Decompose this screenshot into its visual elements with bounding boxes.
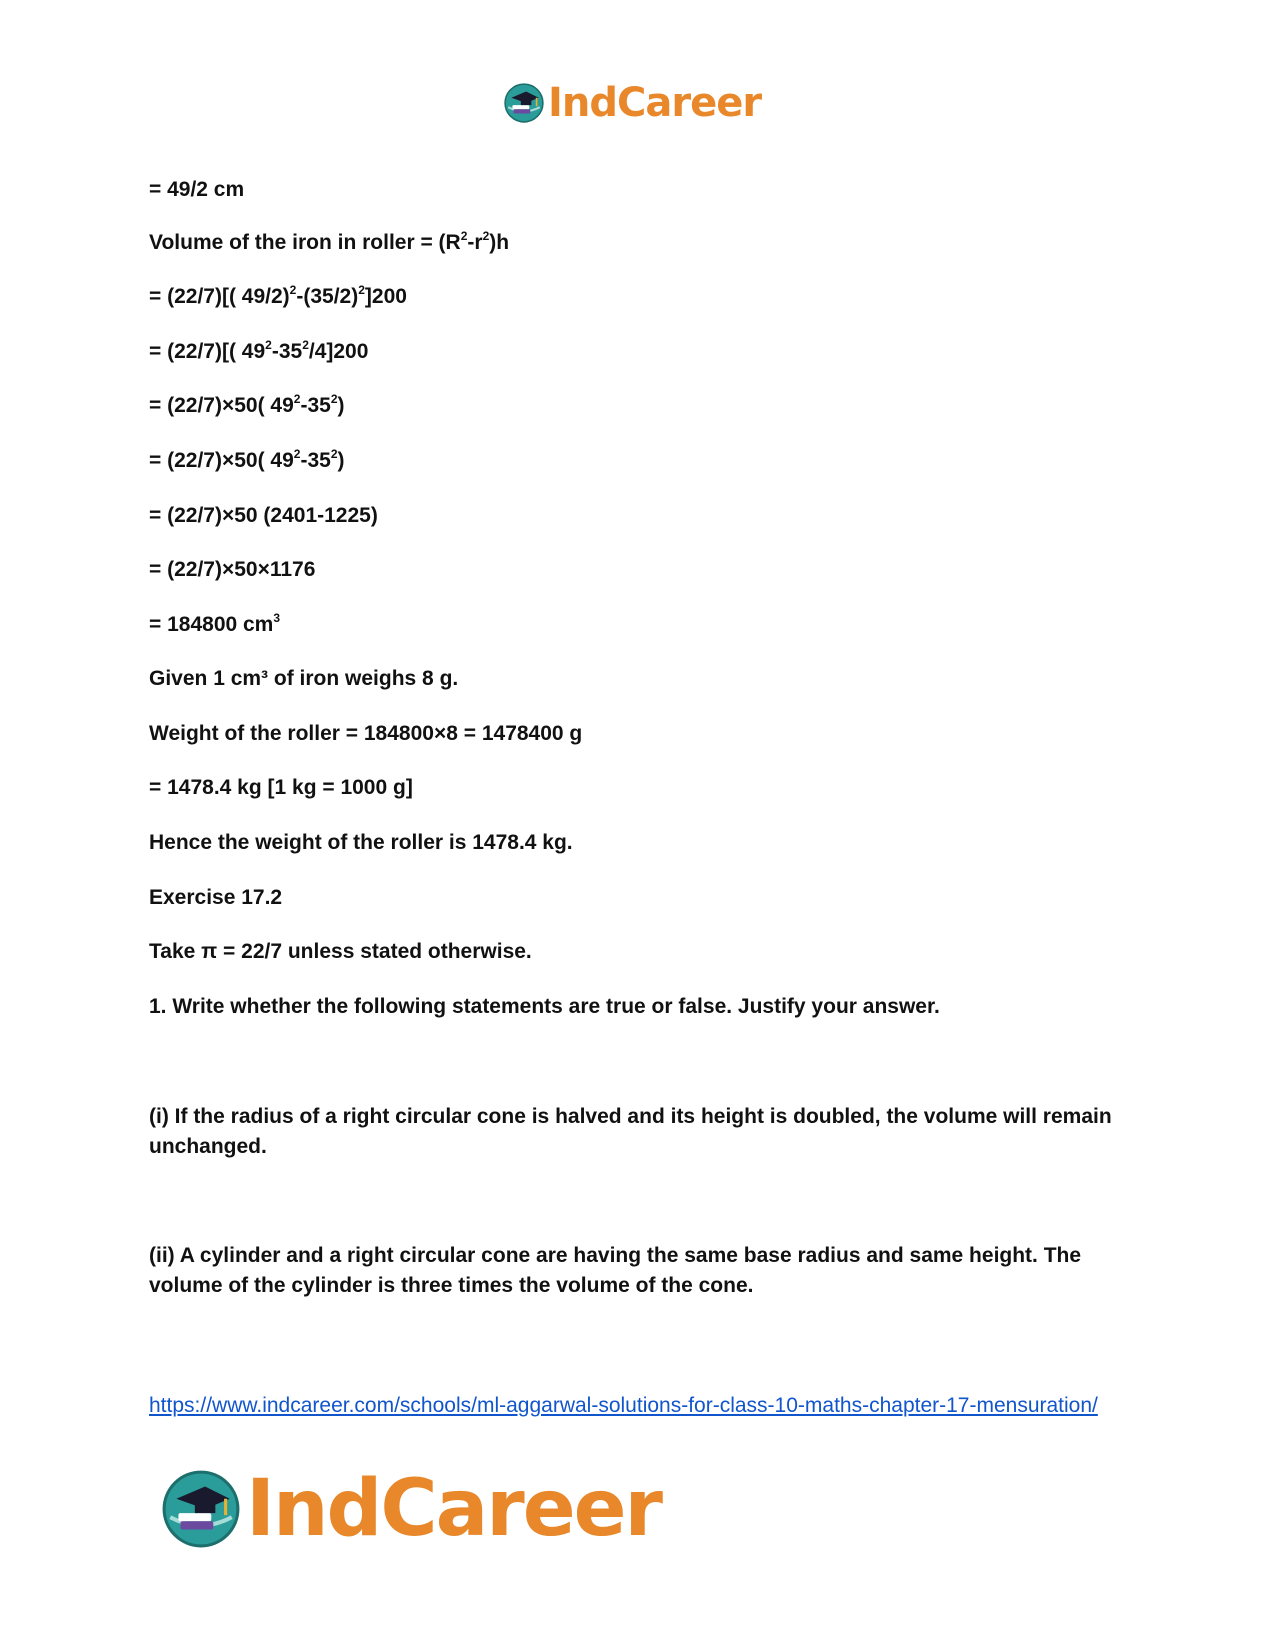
solution-line: = (22/7)×50×1176 [149,558,316,581]
solution-line: Weight of the roller = 184800×8 = 1478400 g [149,722,583,745]
footer-logo [160,1466,661,1552]
brand-name: IndCareer [246,1464,661,1554]
instruction-line: Take π = 22/7 unless stated otherwise. [149,940,532,963]
exercise-heading: Exercise 17.2 [149,886,283,909]
source-link[interactable]: https://www.indcareer.com/schools/ml-aggarwal-solutions-for-class-10-maths-chapter-17-mensuration/ [149,1394,1098,1417]
question-line: 1. Write whether the following statements are true or false. Justify your answer. [149,995,940,1018]
solution-line: = 49/2 cm [149,178,245,201]
solution-line: = (22/7)×50( $49^2-35^2$) [149,447,345,472]
solution-line: Given 1 cm³ of iron weighs 8 g. [149,667,459,690]
header-logo [503,80,761,126]
globe-cap-icon [503,82,545,124]
statement-i: (i) If the radius of a right circular cone is halved and its height is doubled, the volume will remain unchanged. [149,1105,1112,1158]
solution-line: Volume of the iron in roller = $(R^2-r^2)h$ [149,229,510,254]
solution-line: Hence the weight of the roller is 1478.4 kg. [149,831,573,854]
statement-ii: (ii) A cylinder and a right circular cone are having the same base radius and same height. The volume of the cylinder is three times the volume of the cone. [149,1244,1082,1297]
solution-line: = 184800 $cm^3$ [149,611,281,636]
solution-line: = (22/7)×50( $49^2-35^2$) [149,392,345,417]
solution-line: = (22/7)[( $49/2)^2-(35/2)^2]200$ [149,283,407,308]
brand-name: IndCareer [548,80,762,126]
solution-line: = (22/7)×50 (2401-1225) [149,504,378,527]
solution-line: = (22/7)[( $49^2-35^2/4]200$ [149,338,369,363]
globe-cap-icon [160,1468,242,1550]
solution-line: = 1478.4 kg [1 kg = 1000 g] [149,776,413,799]
